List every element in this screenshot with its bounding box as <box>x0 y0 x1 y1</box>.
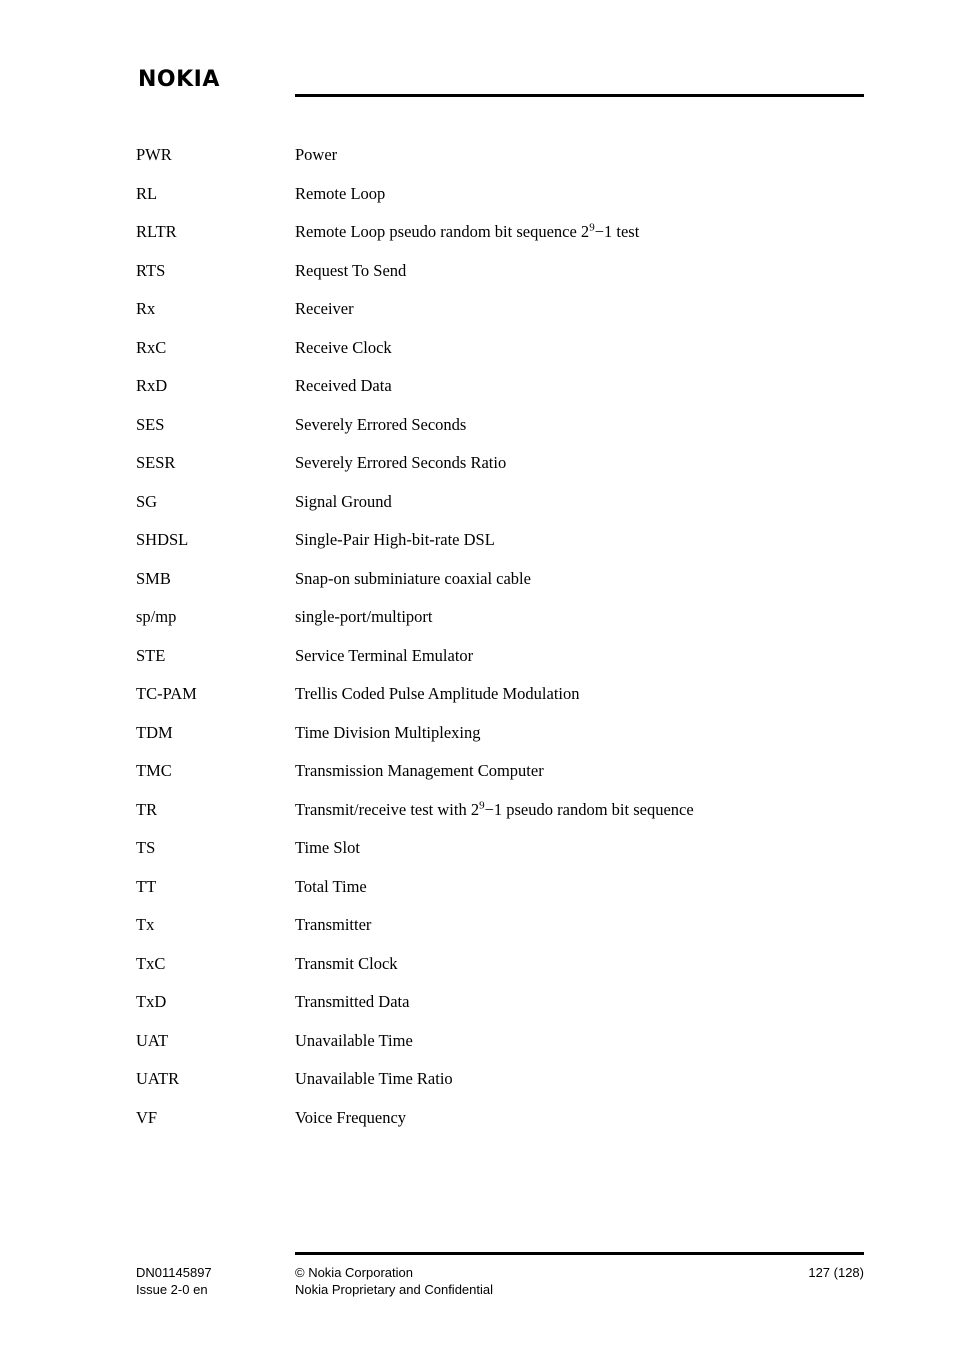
glossary-abbreviation: SESR <box>136 453 176 472</box>
glossary-definition <box>295 261 864 281</box>
glossary-abbreviation: sp/mp <box>136 607 177 626</box>
glossary-definition <box>295 1069 864 1089</box>
glossary-abbreviation: TxD <box>136 992 167 1011</box>
glossary-definition <box>295 838 864 858</box>
glossary-row <box>136 1031 864 1070</box>
glossary-abbreviation: SMB <box>136 568 171 588</box>
definition-text: Single-Pair High-bit-rate DSL <box>295 530 495 549</box>
glossary-abbreviation: STE <box>136 645 166 665</box>
definition-text: Transmit Clock <box>295 953 398 973</box>
glossary-abbreviation: TS <box>136 838 156 857</box>
glossary-row <box>136 915 864 954</box>
definition-text: Signal Ground <box>295 491 392 511</box>
glossary-definition <box>295 376 864 396</box>
definition-text: Time Division Multiplexing <box>295 722 481 742</box>
glossary-abbreviation: TDM <box>136 722 173 742</box>
glossary-abbreviation: RxC <box>136 337 167 357</box>
glossary-abbreviation: PWR <box>136 145 172 164</box>
definition-text: Transmitter <box>295 915 372 934</box>
definition-text: Time Slot <box>295 838 360 857</box>
glossary-row <box>136 877 864 916</box>
glossary-definition <box>295 954 864 974</box>
glossary-list <box>136 145 864 1146</box>
glossary-abbreviation: SHDSL <box>136 530 189 549</box>
footer-doc-number: DN01145897 <box>136 1265 212 1280</box>
glossary-row <box>136 492 864 531</box>
glossary-abbreviation: TMC <box>136 761 172 780</box>
definition-text: Snap-on subminiature coaxial cable <box>295 568 531 588</box>
definition-text: Voice Frequency <box>295 1107 407 1127</box>
definition-text: Remote Loop pseudo random bit sequence 2 <box>295 222 590 241</box>
glossary-definition <box>295 877 864 897</box>
glossary-abbreviation: Rx <box>136 299 156 318</box>
definition-text: Request To Send <box>295 260 407 280</box>
glossary-row <box>136 299 864 338</box>
definition-text: Transmit/receive test with 2 <box>295 799 480 819</box>
glossary-definition <box>295 492 864 512</box>
glossary-abbreviation: RLTR <box>136 222 177 241</box>
glossary-definition <box>295 646 864 666</box>
glossary-abbreviation: RxD <box>136 376 168 395</box>
glossary-definition <box>295 222 864 242</box>
glossary-definition <box>295 415 864 435</box>
glossary-definition <box>295 530 864 550</box>
glossary-row <box>136 992 864 1031</box>
definition-exponent: 9 <box>589 221 595 234</box>
nokia-logo-icon <box>138 62 256 92</box>
glossary-definition <box>295 723 864 743</box>
glossary-abbreviation: UATR <box>136 1069 180 1088</box>
glossary-row <box>136 376 864 415</box>
footer-issue: Issue 2-0 en <box>136 1282 208 1297</box>
glossary-row <box>136 646 864 685</box>
definition-text: Remote Loop <box>295 183 386 203</box>
definition-text: single-port/multiport <box>295 607 433 626</box>
definition-text: Severely Errored Seconds <box>295 414 467 434</box>
definition-text: Severely Errored Seconds Ratio <box>295 453 507 472</box>
footer-confidentiality: Nokia Proprietary and Confidential <box>295 1282 493 1297</box>
glossary-definition <box>295 569 864 589</box>
glossary-definition <box>295 761 864 781</box>
glossary-definition <box>295 992 864 1012</box>
glossary-row <box>136 145 864 184</box>
logo-text: NOKIA <box>138 67 220 92</box>
definition-text: Transmitted Data <box>295 992 410 1011</box>
glossary-definition <box>295 1108 864 1128</box>
glossary-row <box>136 415 864 454</box>
glossary-row <box>136 222 864 261</box>
glossary-abbreviation: VF <box>136 1107 158 1127</box>
glossary-abbreviation: TR <box>136 799 158 819</box>
glossary-definition <box>295 145 864 165</box>
glossary-row <box>136 569 864 608</box>
glossary-abbreviation: TC-PAM <box>136 684 197 703</box>
glossary-row <box>136 954 864 993</box>
definition-text: Power <box>295 145 338 164</box>
header-rule <box>295 94 864 97</box>
definition-text: Unavailable Time <box>295 1030 413 1050</box>
definition-text: Receiver <box>295 299 354 318</box>
glossary-row <box>136 338 864 377</box>
glossary-definition <box>295 684 864 704</box>
glossary-row <box>136 530 864 569</box>
glossary-row <box>136 261 864 300</box>
footer-page-number: 127 (128) <box>808 1265 864 1280</box>
definition-text: Trellis Coded Pulse Amplitude Modulation <box>295 684 580 703</box>
glossary-definition <box>295 184 864 204</box>
footer-legal <box>295 1264 493 1298</box>
glossary-definition <box>295 338 864 358</box>
glossary-definition <box>295 800 864 820</box>
definition-text-suffix: −1 test <box>594 222 640 241</box>
definition-text-suffix: −1 pseudo random bit sequence <box>484 799 694 819</box>
glossary-row <box>136 723 864 762</box>
definition-text: Total Time <box>295 876 367 896</box>
glossary-definition <box>295 299 864 319</box>
glossary-abbreviation: SG <box>136 491 158 511</box>
glossary-abbreviation: UAT <box>136 1030 169 1050</box>
definition-text: Transmission Management Computer <box>295 761 544 780</box>
glossary-row <box>136 1108 864 1147</box>
glossary-abbreviation: SES <box>136 414 165 434</box>
glossary-definition <box>295 915 864 935</box>
glossary-row <box>136 838 864 877</box>
definition-text: Service Terminal Emulator <box>295 645 474 665</box>
glossary-row <box>136 684 864 723</box>
glossary-row <box>136 1069 864 1108</box>
glossary-definition <box>295 607 864 627</box>
footer-rule <box>295 1252 864 1255</box>
definition-text: Unavailable Time Ratio <box>295 1069 453 1088</box>
definition-text: Receive Clock <box>295 337 392 357</box>
glossary-abbreviation: RTS <box>136 260 166 280</box>
definition-exponent: 9 <box>479 799 485 811</box>
glossary-row <box>136 184 864 223</box>
glossary-row <box>136 800 864 839</box>
glossary-definition <box>295 1031 864 1051</box>
glossary-row <box>136 607 864 646</box>
footer-doc-info <box>136 1264 212 1298</box>
nokia-logo <box>138 62 256 92</box>
footer-copyright: © Nokia Corporation <box>295 1265 413 1280</box>
glossary-definition <box>295 453 864 473</box>
glossary-abbreviation: RL <box>136 183 158 203</box>
definition-text: Received Data <box>295 376 392 395</box>
glossary-row <box>136 761 864 800</box>
glossary-abbreviation: TT <box>136 876 157 896</box>
glossary-row <box>136 453 864 492</box>
glossary-abbreviation: TxC <box>136 953 166 973</box>
glossary-abbreviation: Tx <box>136 915 155 934</box>
